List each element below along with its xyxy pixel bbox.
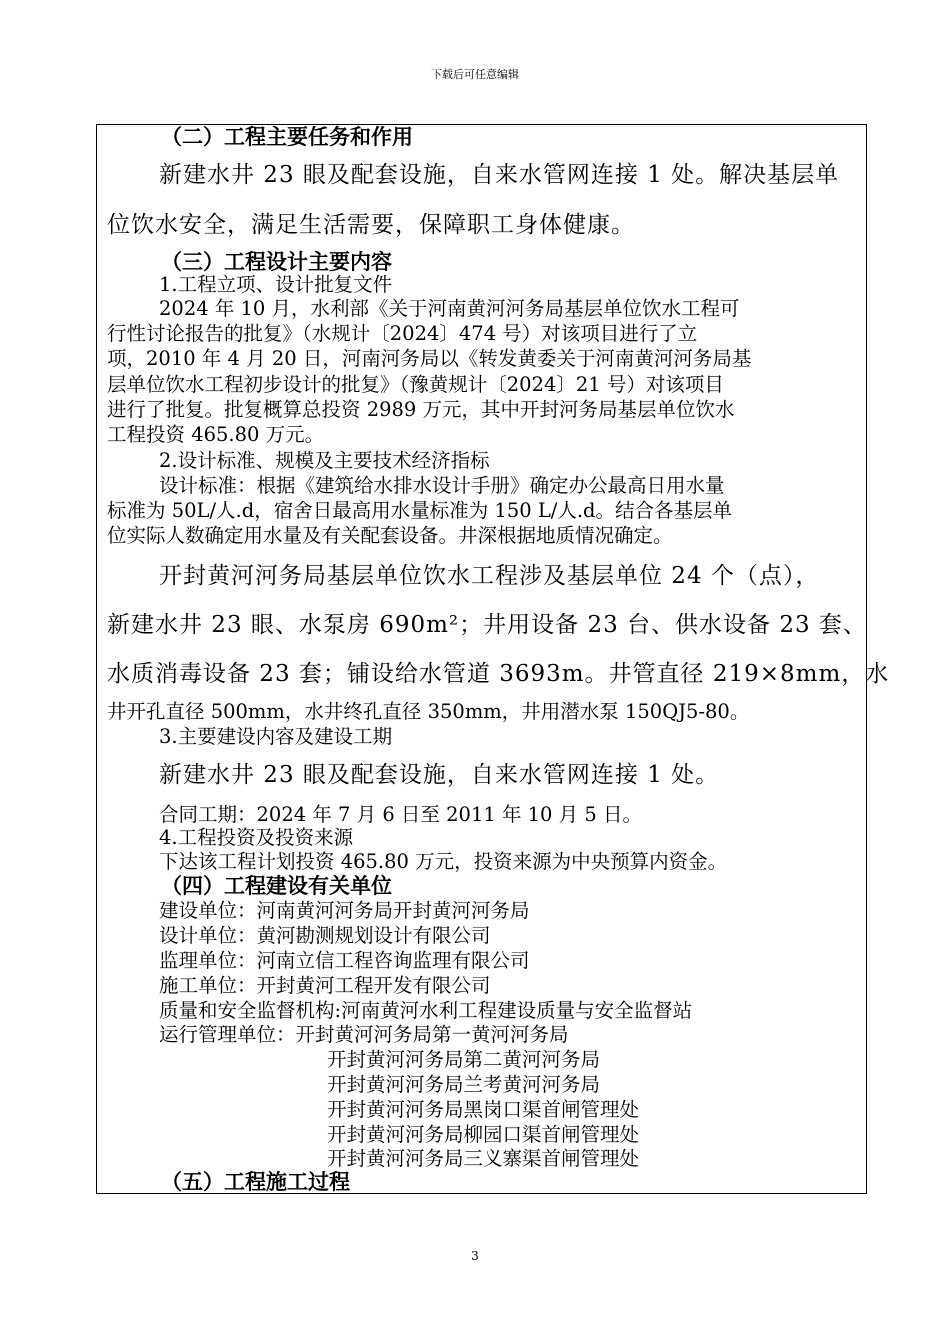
subsection-title: 2.设计标准、规模及主要技术经济指标 [159,449,490,472]
subsection-title: 4.工程投资及投资来源 [159,826,354,849]
paragraph-line: 井开孔直径 500mm，水井终孔直径 350mm，井用潜水泵 150QJ5-80。 [107,700,750,723]
paragraph-line: 项，2010 年 4 月 20 日，河南河务局以《转发黄委关于河南黄河河务局基 [107,347,752,370]
page-header: 下载后可任意编辑 [431,68,519,81]
paragraph-line: 开封黄河河务局基层单位饮水工程涉及基层单位 24 个（点）， [159,563,820,589]
paragraph-line: 新建水井 23 眼、水泵房 690m²；井用设备 23 台、供水设备 23 套、 [107,612,867,638]
unit-line: 开封黄河河务局黑岗口渠首闸管理处 [327,1098,640,1121]
subsection-title: 1.工程立项、设计批复文件 [159,273,393,296]
unit-line: 开封黄河河务局三义寨渠首闸管理处 [327,1147,640,1170]
paragraph-line: 合同工期：2024 年 7 月 6 日至 2011 年 10 月 5 日。 [159,803,642,826]
paragraph-line: 位实际人数确定用水量及有关配套设备。井深根据地质情况确定。 [107,524,673,547]
paragraph-line: 设计标准：根据《建筑给水排水设计手册》确定办公最高日用水量 [159,474,725,497]
paragraph-line: 行性讨论报告的批复》（水规计〔2024〕474 号）对该项目进行了立 [107,322,698,345]
paragraph-line: 标准为 50L/人.d，宿舍日最高用水量标准为 150 L/人.d。结合各基层单 [107,499,733,522]
content-frame [96,124,890,1194]
paragraph-line: 新建水井 23 眼及配套设施，自来水管网连接 1 处。解决基层单 [159,162,840,188]
unit-line: 设计单位：黄河勘测规划设计有限公司 [159,924,491,947]
unit-line: 运行管理单位：开封黄河河务局第一黄河河务局 [159,1023,569,1046]
paragraph-line: 下达该工程计划投资 465.80 万元，投资来源为中央预算内资金。 [159,850,728,873]
paragraph-line: 位饮水安全，满足生活需要，保障职工身体健康。 [107,212,635,238]
paragraph-line: 工程投资 465.80 万元。 [107,423,325,446]
unit-line: 施工单位：开封黄河工程开发有限公司 [159,974,491,997]
section-4-title: （四）工程建设有关单位 [161,874,392,898]
unit-line: 开封黄河河务局第二黄河河务局 [327,1048,601,1071]
paragraph-line: 新建水井 23 眼及配套设施，自来水管网连接 1 处。 [159,762,720,788]
section-5-title: （五）工程施工过程 [161,1170,350,1194]
page-number: 3 [471,1249,479,1263]
paragraph-line: 层单位饮水工程初步设计的批复》（豫黄规计〔2024〕21 号）对该项目 [107,373,724,396]
section-3-title: （三）工程设计主要内容 [161,250,392,274]
unit-line: 监理单位：河南立信工程咨询监理有限公司 [159,949,530,972]
paragraph-line: 水质消毒设备 23 套；铺设给水管道 3693m。井管直径 219×8mm，水 [107,661,890,687]
unit-line: 开封黄河河务局柳园口渠首闸管理处 [327,1123,640,1146]
paragraph-line: 2024 年 10 月，水利部《关于河南黄河河务局基层单位饮水工程可 [159,297,740,320]
subsection-title: 3.主要建设内容及建设工期 [159,725,393,748]
unit-line: 开封黄河河务局兰考黄河河务局 [327,1073,601,1096]
paragraph-line: 进行了批复。批复概算总投资 2989 万元，其中开封河务局基层单位饮水 [107,398,735,421]
section-2-title: （二）工程主要任务和作用 [161,125,413,149]
unit-line: 建设单位：河南黄河河务局开封黄河河务局 [159,899,530,922]
unit-line: 质量和安全监督机构:河南黄河水利工程建设质量与安全监督站 [159,999,693,1022]
